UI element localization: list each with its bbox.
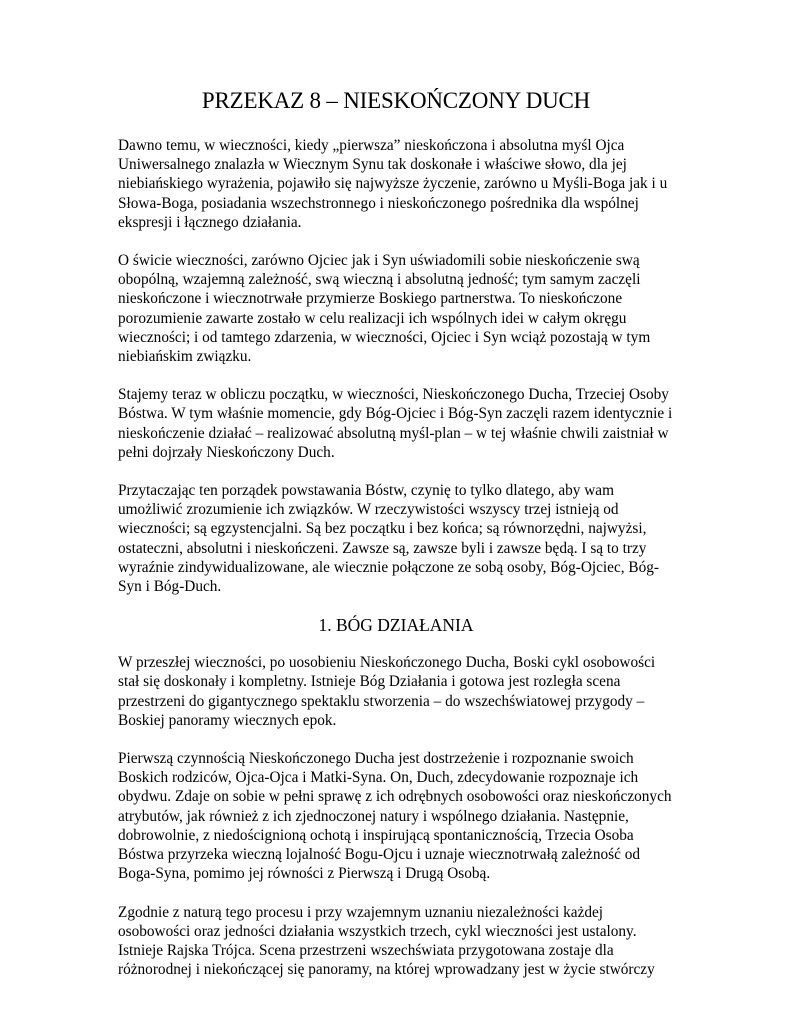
paragraph: Dawno temu, w wieczności, kiedy „pierwsza” nieskończona i absolutna myśl Ojca Uniwersalnego znalazła w Wiecznym Synu tak doskonałe i właściwe słowo, dla jej niebiańskiego wyrażenia, pojawiło się najwyższe życzenie, zarówno u Myśli-Boga jak i u Słowa-Boga, posiadania wszechstronnego i nieskończonego pośrednika dla wspólnej ekspresji i łącznego działania.: [118, 137, 668, 231]
paragraph: Przytaczając ten porządek powstawania Bóstw, czynię to tylko dlatego, aby wam umożliwić zrozumienie ich związków. W rzeczywistości wszyscy trzej istnieją od wieczności; są egzystencjalni. Są bez początku i bez końca; są równorzędni, najwyżsi, ostateczni, absolutni i nieskończeni. Zawsze są, zawsze byli i zawsze będą. I są to trzy wyraźnie zindywidualizowane, ale wiecznie połączone ze sobą osoby, Bóg-Ojciec, Bóg-Syn i Bóg-Duch.: [118, 482, 659, 596]
paragraph: O świcie wieczności, zarówno Ojciec jak i Syn uświadomili sobie nieskończenie swą obopólną, wzajemną zależność, swą wieczną i absolutną jedność; tym samym zaczęli nieskończone i wiecznotrwałe przymierze Boskiego partnerstwa. To nieskończone porozumienie zawarte zostało w celu realizacji ich wspólnych idei w całym okręgu wieczności; i od tamtego zdarzenia, w wieczności, Ojciec i Syn wciąż pozostają w tym niebiańskim związku.: [118, 252, 651, 366]
paragraph: Stajemy teraz w obliczu początku, w wieczności, Nieskończonego Ducha, Trzeciej Osoby Bóstwa. W tym właśnie momencie, gdy Bóg-Ojciec i Bóg-Syn zaczęli razem identycznie i nieskończenie działać – realizować absolutną myśl-plan – w tej właśnie chwili zaistniał w pełni dojrzały Nieskończony Duch.: [118, 386, 673, 461]
section-paragraph: W przeszłej wieczności, po uosobieniu Nieskończonego Ducha, Boski cykl osobowości stał się doskonały i kompletny. Istnieje Bóg Działania i gotowa jest rozległa scena przestrzeni do gigantycznego spektaklu stworzenia – do wszechświatowej przygody – Boskiej panoramy wiecznych epok.: [118, 654, 656, 729]
section-paragraph: Zgodnie z naturą tego procesu i przy wzajemnym uznaniu niezależności każdej osobowości oraz jedności działania wszystkich trzech, cykl wieczności jest ustalony. Istnieje Rajska Trójca. Scena przestrzeni wszechświata przygotowana zostaje dla różnorodnej i niekończącej się panoramy, na której wprowadzany jest w życie stwórczy: [118, 903, 655, 979]
document-page: [118, 88, 674, 998]
document-title: PRZEKAZ 8 – NIESKOŃCZONY DUCH: [201, 88, 591, 113]
section-paragraph: Pierwszą czynnością Nieskończonego Ducha jest dostrzeżenie i rozpoznanie swoich Boskich rodziców, Ojca-Ojca i Matki-Syna. On, Duch, zdecydowanie rozpoznaje ich obydwu. Zdaje on sobie w pełni sprawę z ich odrębnych osobowości oraz nieskończonych atrybutów, jak również z ich zjednoczonej natury i wspólnego działania. Następnie, dobrowolnie, z niedoścignioną ochotą i inspirującą spontanicznością, Trzecia Osoba Bóstwa przyrzeka wieczną lojalność Bogu-Ojcu i uznaje wiecznotrwałą zależność od Boga-Syna, pomimo jej równości z Pierwszą i Drugą Osobą.: [118, 750, 672, 883]
section-heading: 1. BÓG DZIAŁANIA: [318, 615, 474, 636]
